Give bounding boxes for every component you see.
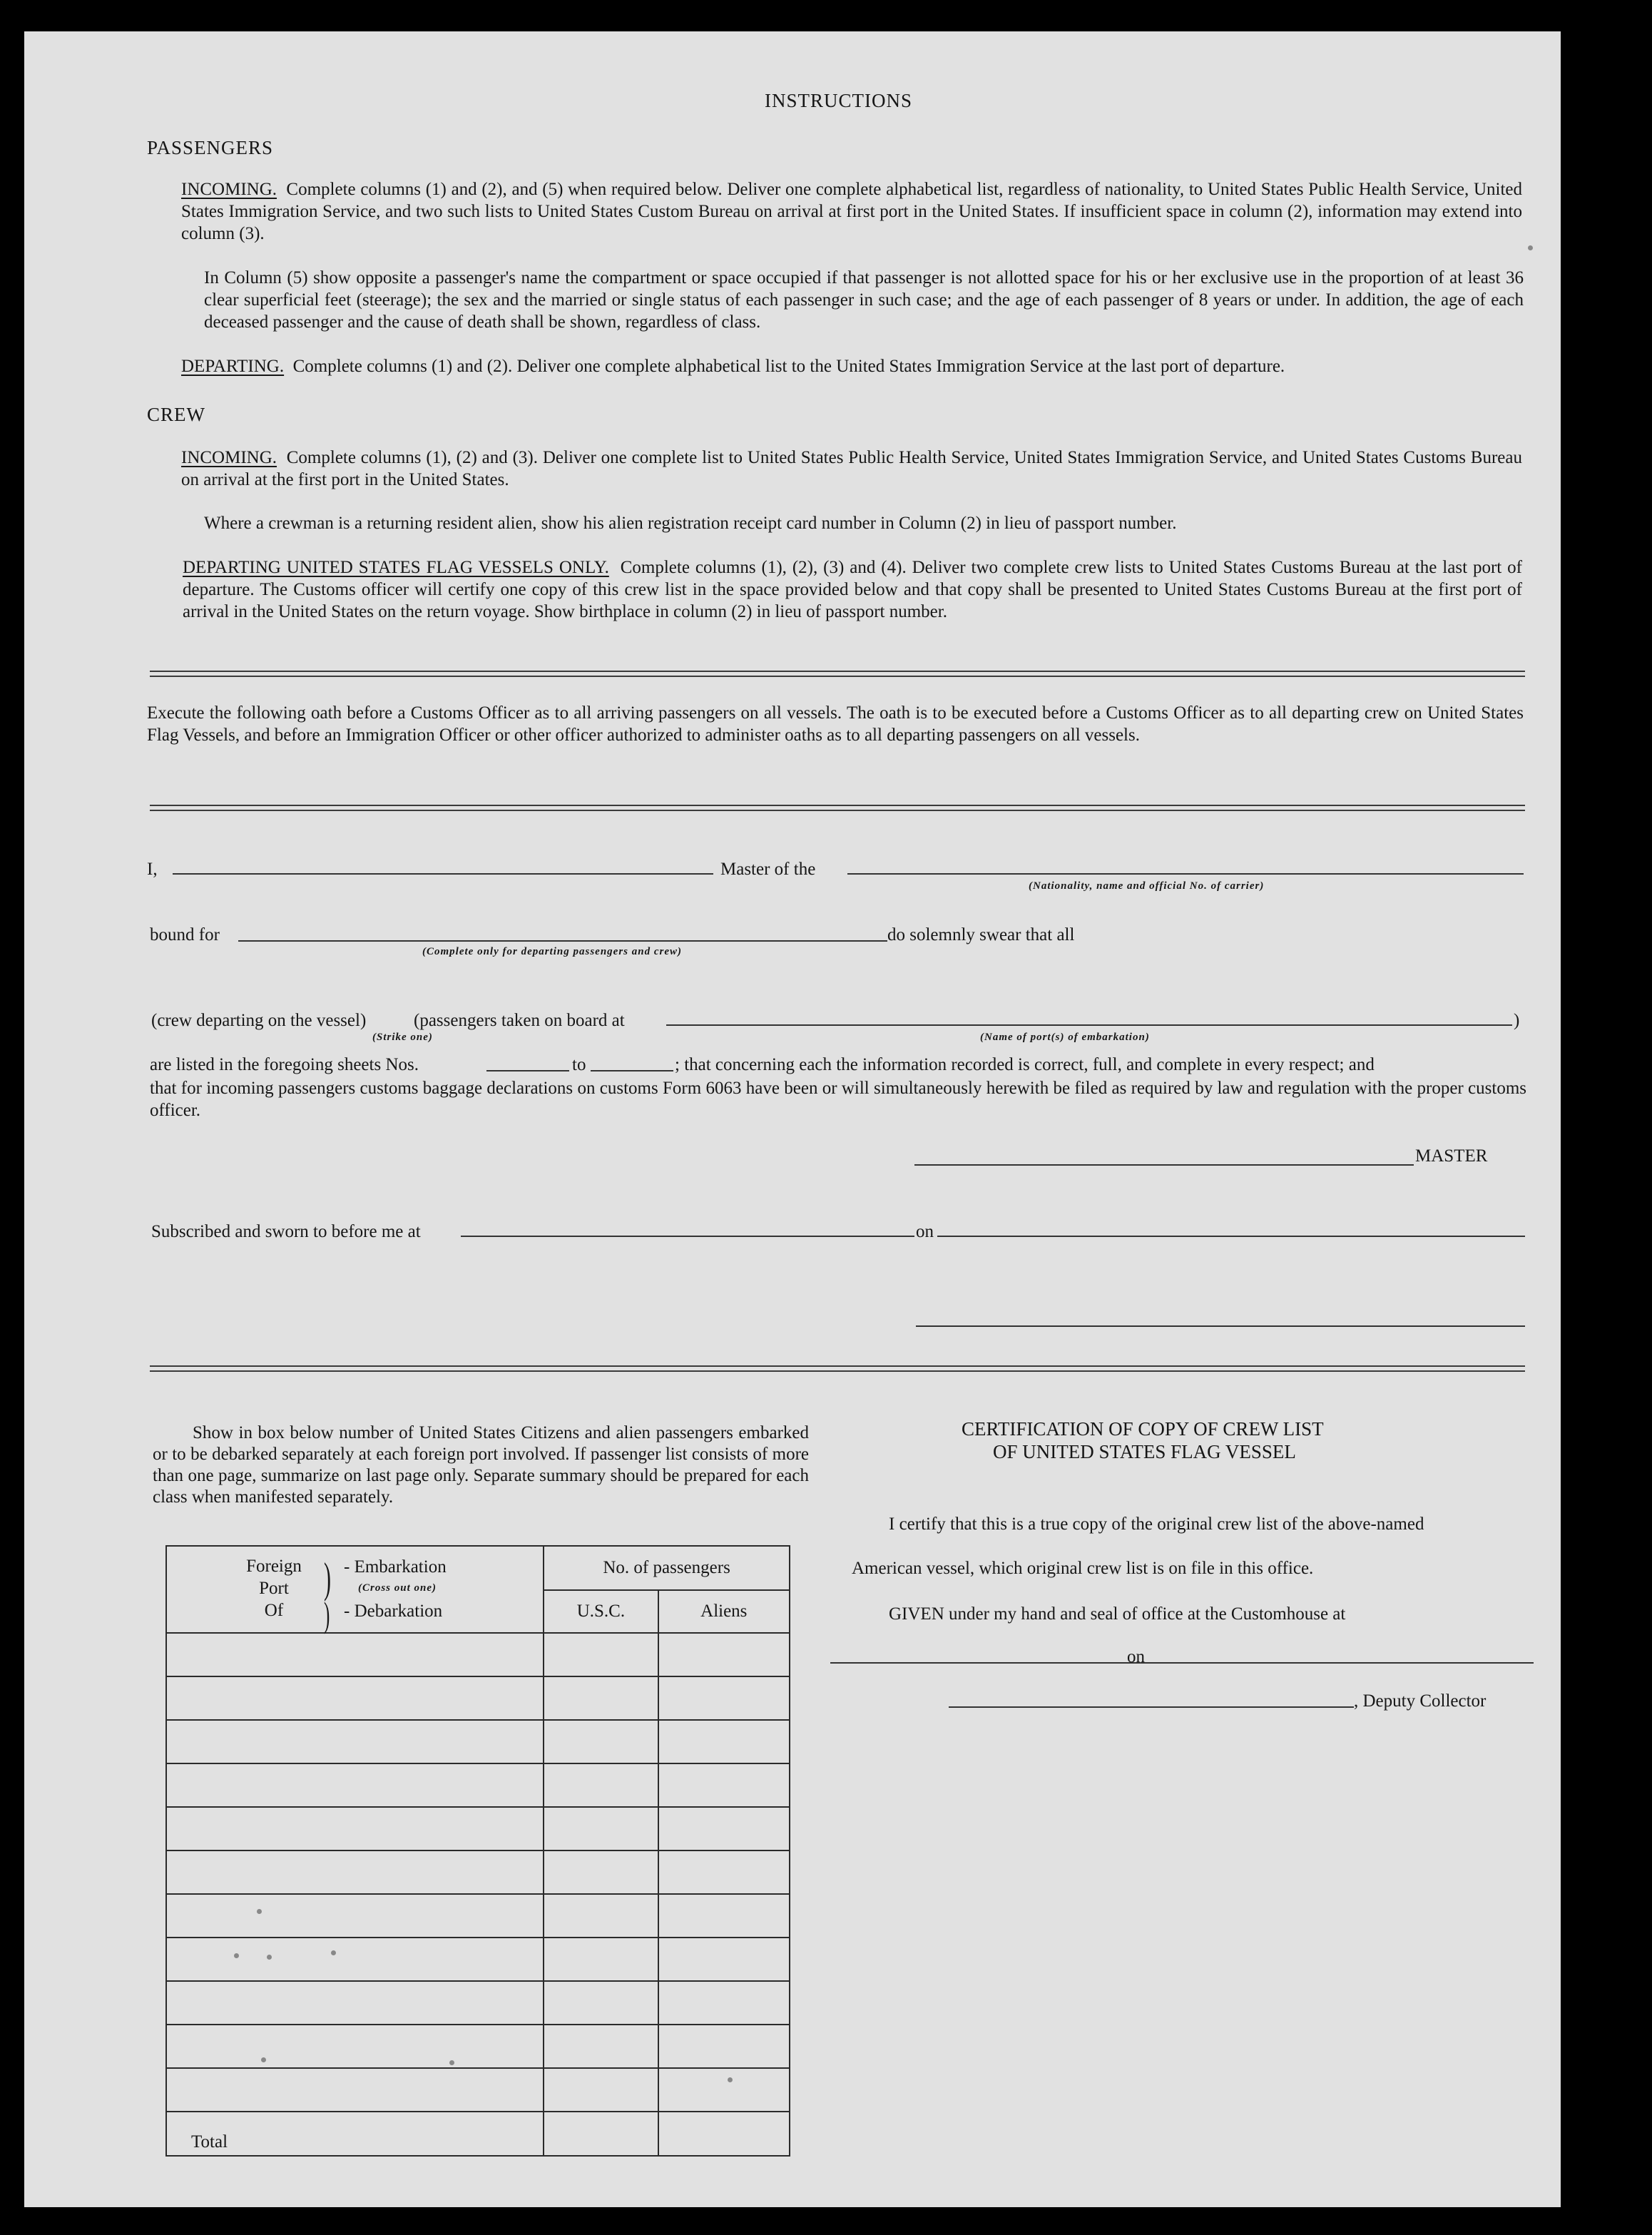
aliens-cell[interactable]	[658, 2068, 790, 2112]
table-row	[166, 1676, 790, 1720]
usc-cell[interactable]	[544, 2068, 658, 2112]
master-signature-field[interactable]	[914, 1164, 1414, 1166]
scan-speck	[449, 2060, 454, 2065]
aliens-cell[interactable]	[658, 1720, 790, 1763]
table-row	[166, 1938, 790, 1981]
passengers-incoming-text: Complete columns (1) and (2), and (5) when required below. Deliver one complete alphabetical list, regardless of nationality, to United States Public Health Service, United States Immigration Service, and two such lists to United States Custom Bureau on arrival at first port in the United States. If insufficient space in column (2), information may extend into column (3).	[181, 180, 1522, 243]
crew-departing-label: DEPARTING UNITED STATES FLAG VESSELS ONLY.	[183, 558, 609, 577]
port-cell[interactable]	[166, 2025, 544, 2068]
total-label: Total	[166, 2112, 544, 2156]
master-label: MASTER	[1415, 1146, 1488, 1166]
port-embarkation-field[interactable]	[666, 1024, 1512, 1026]
crew-incoming-paragraph	[181, 447, 1522, 491]
usc-cell[interactable]	[544, 1633, 658, 1676]
certify-text-1: I certify that this is a true copy of the original crew list of the above-named	[889, 1514, 1424, 1534]
scan-speck	[331, 1950, 336, 1955]
master-name-field[interactable]	[173, 873, 713, 875]
of-label: Of	[264, 1601, 284, 1620]
no-of-passengers-header: No. of passengers	[544, 1546, 790, 1590]
aliens-cell[interactable]	[658, 1981, 790, 2025]
crew-incoming-text: Complete columns (1), (2) and (3). Deliver one complete list to United States Public Health Service, United States Immigration Service, and United States Customs Bureau on arrival at the first port in the United States.	[181, 448, 1522, 489]
section-divider-1	[150, 671, 1525, 677]
port-header-cell	[166, 1546, 544, 1633]
certification-title-1: CERTIFICATION OF COPY OF CREW LIST	[962, 1418, 1324, 1440]
section-divider-3	[150, 1365, 1525, 1372]
aliens-cell[interactable]	[658, 1676, 790, 1720]
port-cell[interactable]	[166, 1720, 544, 1763]
table-row	[166, 1807, 790, 1850]
master-of-label: Master of the	[720, 860, 816, 879]
bound-caption: (Complete only for departing passengers and crew)	[422, 946, 682, 957]
table-row	[166, 1763, 790, 1807]
scan-speck	[1528, 245, 1533, 250]
sheet-to-field[interactable]	[591, 1070, 673, 1071]
table-row	[166, 1850, 790, 1894]
passengers-column5-text: In Column (5) show opposite a passenger's name the compartment or space occupied if that passenger is not allotted space for his or her exclusive use in the proportion of at least 36 clear superficial feet (steerage); the sex and the married or single status of each passenger in such case; and the age of each passenger of 8 years or under. In addition, the age of each deceased passenger and the cause of death shall be shown, regardless of class.	[204, 268, 1524, 332]
aliens-cell[interactable]	[658, 1894, 790, 1938]
carrier-field[interactable]	[847, 873, 1524, 875]
customhouse-field[interactable]	[830, 1662, 1154, 1664]
sheet-from-field[interactable]	[486, 1070, 569, 1071]
aliens-total-cell[interactable]	[658, 2112, 790, 2156]
usc-cell[interactable]	[544, 1981, 658, 2025]
passengers-departing-label: DEPARTING.	[181, 357, 285, 376]
officer-signature-field[interactable]	[916, 1325, 1525, 1327]
passenger-summary-table	[165, 1545, 790, 2157]
port-cell[interactable]	[166, 1633, 544, 1676]
certification-title-2: OF UNITED STATES FLAG VESSEL	[993, 1441, 1296, 1462]
usc-header: U.S.C.	[544, 1590, 658, 1633]
crew-incoming-label: INCOMING.	[181, 448, 277, 467]
section-divider-2	[150, 805, 1525, 811]
aliens-cell[interactable]	[658, 1850, 790, 1894]
close-paren: )	[1514, 1011, 1520, 1030]
passengers-column5-paragraph	[204, 267, 1524, 333]
crew-departing-text: Complete columns (1), (2), (3) and (4). Deliver two complete crew lists to United States Customs Bureau at the last port of departure. The Customs officer will certify one copy of this crew list in the space provided below and that copy shall be presented to United States Customs Bureau at the first port of arrival in the United States on the return voyage. Show birthplace in column (2) in lieu of passport number.	[183, 558, 1522, 621]
passengers-incoming-label: INCOMING.	[181, 180, 277, 199]
port-cell[interactable]	[166, 1676, 544, 1720]
port-cell[interactable]	[166, 1763, 544, 1807]
aliens-cell[interactable]	[658, 1633, 790, 1676]
table-row	[166, 2025, 790, 2068]
crew-resident-text: Where a crewman is a returning resident alien, show his alien registration receipt card number in Column (2) in lieu of passport number.	[204, 514, 1177, 533]
summary-instructions-text: Show in box below number of United States Citizens and alien passengers embarked or to be debarked separately at each foreign port involved. If passenger list consists of more than one page, summarize on last page only. Separate summary should be prepared for each class when manifested separately.	[153, 1423, 809, 1507]
aliens-cell[interactable]	[658, 1807, 790, 1850]
sworn-date-field[interactable]	[937, 1236, 1525, 1237]
crew-resident-paragraph	[204, 512, 1524, 534]
passengers-incoming-paragraph	[181, 178, 1522, 245]
crew-departing-option[interactable]: (crew departing on the vessel)	[151, 1011, 367, 1030]
usc-cell[interactable]	[544, 1676, 658, 1720]
brace-symbol-lower: )	[324, 1594, 330, 1634]
table-row	[166, 1633, 790, 1676]
listed-text-2: that for incoming passengers customs baggage declarations on customs Form 6063 have been or will simultaneously herewith be filed as required by law and regulation with the proper customs officer.	[150, 1079, 1526, 1120]
oath-intro-text: Execute the following oath before a Customs Officer as to all arriving passengers on all vessels. The oath is to be executed before a Customs Officer as to all departing crew on United States Flag Vessels, and before an Immigration Officer or other officer authorized to administer oaths as to all departing passengers on all vessels.	[147, 703, 1524, 745]
scan-speck	[728, 2077, 733, 2082]
deputy-collector-signature-field[interactable]	[949, 1706, 1354, 1708]
subscribed-label: Subscribed and sworn to before me at	[151, 1222, 421, 1241]
deputy-collector-label: , Deputy Collector	[1354, 1691, 1487, 1711]
brace-symbol: )	[324, 1554, 331, 1602]
listed-rest-text: ; that concerning each the information recorded is correct, full, and complete in every respect; and	[675, 1055, 1375, 1074]
aliens-cell[interactable]	[658, 1763, 790, 1807]
scan-speck	[257, 1909, 262, 1914]
passengers-departing-paragraph	[181, 355, 1522, 377]
table-row	[166, 1894, 790, 1938]
debarkation-option[interactable]: - Debarkation	[344, 1602, 443, 1621]
port-cell[interactable]	[166, 1894, 544, 1938]
usc-cell[interactable]	[544, 1763, 658, 1807]
aliens-cell[interactable]	[658, 2025, 790, 2068]
bound-for-field[interactable]	[238, 940, 887, 942]
port-caption: (Name of port(s) of embarkation)	[980, 1032, 1150, 1043]
usc-cell[interactable]	[544, 2025, 658, 2068]
port-cell[interactable]	[166, 1938, 544, 1981]
swear-label: do solemnly swear that all	[887, 925, 1075, 945]
table-row	[166, 2068, 790, 2112]
aliens-cell[interactable]	[658, 1938, 790, 1981]
port-cell[interactable]	[166, 2068, 544, 2112]
aliens-header: Aliens	[658, 1590, 790, 1633]
strike-caption: (Strike one)	[372, 1032, 433, 1043]
instructions-heading: INSTRUCTIONS	[765, 90, 913, 111]
scan-speck	[261, 2057, 266, 2062]
oath-intro-paragraph	[147, 702, 1524, 746]
embarkation-option[interactable]: - Embarkation	[344, 1557, 447, 1577]
sworn-on-label: on	[916, 1222, 934, 1241]
listed-paragraph-2	[150, 1077, 1526, 1121]
passengers-departing-text: Complete columns (1) and (2). Deliver one complete alphabetical list to the United States Immigration Service at the last port of departure.	[292, 357, 1285, 376]
certify-text-2: American vessel, which original crew list is on file in this office.	[852, 1559, 1314, 1578]
sworn-place-field[interactable]	[461, 1236, 914, 1237]
certification-on-label: on	[1127, 1647, 1145, 1666]
crew-departing-paragraph	[183, 556, 1522, 623]
scan-speck	[267, 1955, 272, 1960]
usc-cell[interactable]	[544, 1938, 658, 1981]
table-row	[166, 1981, 790, 2025]
port-cell[interactable]	[166, 1981, 544, 2025]
usc-total-cell[interactable]	[544, 2112, 658, 2156]
summary-instructions-paragraph	[153, 1422, 809, 1508]
passengers-title: PASSENGERS	[147, 137, 274, 158]
carrier-caption: (Nationality, name and official No. of carrier)	[1029, 880, 1265, 892]
listed-to-text: to	[572, 1055, 586, 1074]
total-row	[166, 2112, 790, 2156]
usc-cell[interactable]	[544, 1720, 658, 1763]
given-text: GIVEN under my hand and seal of office at the Customhouse at	[889, 1604, 1346, 1624]
port-cell[interactable]	[166, 1850, 544, 1894]
bound-for-label: bound for	[150, 925, 220, 945]
port-label: Port	[259, 1579, 289, 1598]
certification-date-field[interactable]	[1148, 1662, 1534, 1664]
crew-title: CREW	[147, 404, 205, 425]
scan-speck	[234, 1953, 239, 1958]
port-cell[interactable]	[166, 1807, 544, 1850]
usc-cell[interactable]	[544, 1894, 658, 1938]
passengers-taken-option[interactable]: (passengers taken on board at	[414, 1011, 625, 1030]
oath-i-label: I,	[147, 860, 158, 879]
listed-pre-text: are listed in the foregoing sheets Nos.	[150, 1055, 419, 1074]
foreign-label: Foreign	[246, 1557, 302, 1576]
usc-cell[interactable]	[544, 1850, 658, 1894]
form-page	[24, 31, 1561, 2207]
cross-out-caption: (Cross out one)	[358, 1582, 437, 1594]
usc-cell[interactable]	[544, 1807, 658, 1850]
table-row	[166, 1720, 790, 1763]
